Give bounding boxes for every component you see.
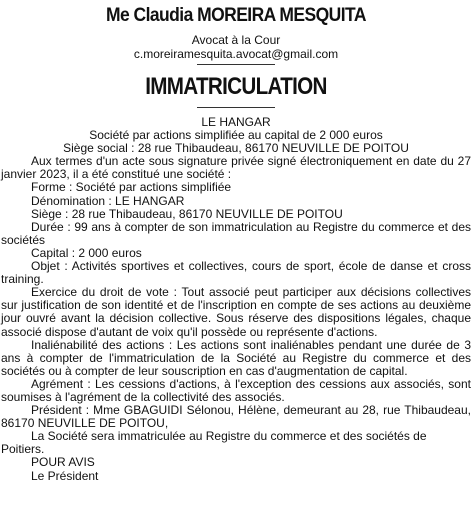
- paragraph-forme: Forme : Société par actions simplifiée: [31, 180, 232, 195]
- lawyer-title: Avocat à la Cour: [191, 33, 281, 47]
- paragraph-signature: Le Président: [31, 468, 99, 483]
- paragraph-duree: Durée : 99 ans à compter de son immatriculation au Registre du commerce et des sociétés: [1, 219, 471, 247]
- lawyer-email: c.moreiramesquita.avocat@gmail.com: [133, 47, 339, 61]
- paragraph-siege: Siège : 28 rue Thibaudeau, 86170 NEUVILLE DE POITOU: [31, 206, 343, 221]
- paragraph-objet: Objet : Activités sportives et collectives, cours de sport, école de danse et cross training.: [1, 259, 471, 287]
- paragraph-intro: Aux termes d'un acte sous signature privée signé électroniquement en date du 27 janvier 2023, il a été constitué une société :: [1, 154, 471, 182]
- notice-body: [1, 116, 471, 483]
- paragraph-president: Président : Mme GBAGUIDI Sélonou, Hélène, demeurant au 28, rue Thibaudeau, 86170 NEUVILLE DE POITOU,: [1, 403, 471, 431]
- paragraph-droit-de-vote: Exercice du droit de vote : Tout associé peut participer aux décisions collectives sur justification de son identité et de l'inscription en compte de ses actions au deuxième jour ouvré avant la décision collective. Sous réserve des dispositions légales, chaque associé dispose d'autant de voix qu'il possède ou représente d'actions.: [1, 285, 471, 339]
- headline-divider: [197, 107, 275, 108]
- company-form-capital: Société par actions simplifiée au capital de 2 000 euros: [89, 128, 383, 143]
- paragraph-immatriculation: La Société sera immatriculée au Registre du commerce et des sociétés de Poitiers.: [1, 429, 427, 457]
- notice-headline: IMMATRICULATION: [145, 73, 327, 100]
- paragraph-pour-avis: POUR AVIS: [31, 455, 95, 470]
- company-seat: Siège social : 28 rue Thibaudeau, 86170 NEUVILLE DE POITOU: [63, 141, 409, 156]
- paragraph-agrement: Agrément : Les cessions d'actions, à l'exception des cessions aux associés, sont soumises à l'agrément de la collectivité des associés.: [1, 376, 471, 404]
- paragraph-capital: Capital : 2 000 euros: [31, 245, 142, 260]
- header-divider: [197, 64, 275, 65]
- company-name: LE HANGAR: [201, 115, 271, 129]
- paragraph-inalienabilite: Inaliénabilité des actions : Les actions sont inaliénables pendant une durée de 3 ans à compter de l'immatriculation de la Société au Registre du commerce et des sociétés ou à compter de leur souscription en cas d'augmentation de capital.: [1, 337, 471, 378]
- lawyer-name: Me Claudia MOREIRA MESQUITA: [106, 5, 366, 26]
- paragraph-denomination: Dénomination : LE HANGAR: [31, 193, 185, 208]
